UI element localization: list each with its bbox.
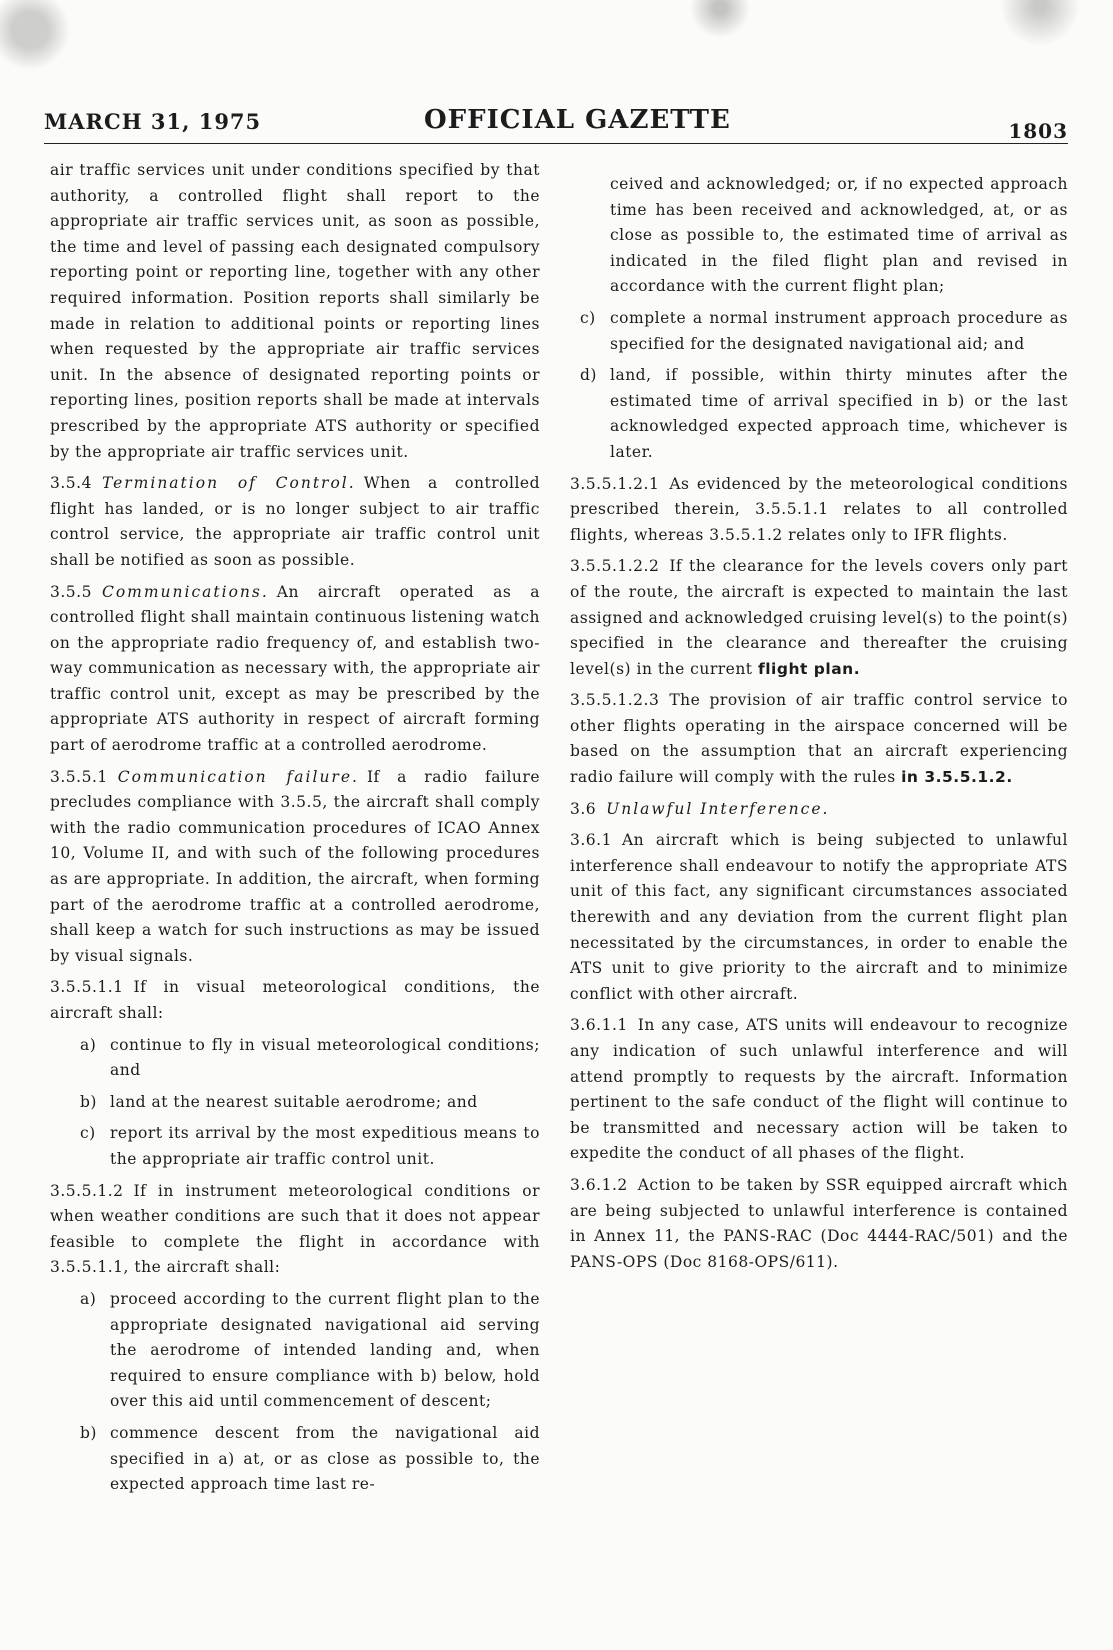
section-number: 3.6.1.1: [570, 1016, 628, 1035]
list-item-text: commence descent from the navigational aid specified in a) at, or as close as possible to, the expected approach time last re-: [110, 1423, 540, 1494]
list-item-label: c): [580, 308, 596, 327]
page-number: 1803: [1008, 119, 1068, 143]
list-item: [50, 1121, 540, 1172]
section-number: 3.5.4: [50, 474, 92, 493]
section-text: If a radio failure precludes compliance with 3.5.5, the aircraft shall comply with the radio communication procedures of ICAO Annex 10, Volume II, and with such of the following procedures as are appropriate. In addition, the aircraft, when forming part of the aerodrome traffic at a controlled aerodrome, shall keep a watch for such instructions as may be issued by visual signals.: [50, 767, 540, 965]
section-number: 3.5.5.1.2: [50, 1181, 124, 1200]
list-item: [570, 363, 1068, 465]
list-item-label: b): [80, 1423, 97, 1442]
right-column: [570, 172, 1068, 1281]
scan-noise: [0, 0, 1113, 90]
section-number: 3.6: [570, 799, 597, 818]
list-item: [50, 1287, 540, 1415]
section-text: If in visual meteorological conditions, the aircraft shall:: [50, 978, 540, 1022]
list-item: [50, 1421, 540, 1498]
section-number: 3.6.1: [570, 831, 612, 850]
section-3-6-1-1: [570, 1013, 1068, 1167]
list-item-text: continue to fly in visual meteorological conditions; and: [110, 1035, 540, 1080]
list-item-label: b): [80, 1092, 97, 1111]
section-title: Communication failure.: [117, 767, 359, 786]
list-item-label: a): [80, 1289, 97, 1308]
section-number: 3.5.5: [50, 582, 92, 601]
section-text-bold: flight plan.: [757, 659, 861, 678]
list-item-text: land, if possible, within thirty minutes after the estimated time of arrival specified in b) or the last acknowledged expected approach time, whichever is later.: [610, 366, 1068, 461]
list-item-text: proceed according to the current flight plan to the appropriate designated navigational aid serving the aerodrome of intended landing and, when required to ensure compliance with b) below, hold over this aid until commencement of descent;: [110, 1289, 540, 1411]
section-text: As evidenced by the meteorological conditions prescribed therein, 3.5.5.1.1 relates to all controlled flights, whereas 3.5.5.1.2 relates only to IFR flights.: [570, 474, 1068, 544]
section-3-5-5-1-2-3: [570, 688, 1068, 790]
section-3-5-5-1: [50, 765, 540, 970]
section-3-6-1: [570, 828, 1068, 1007]
list-item-label: a): [80, 1035, 97, 1054]
section-3-5-5-1-2: [50, 1179, 540, 1281]
section-3-5-5-1-1: [50, 975, 540, 1026]
section-number: 3.5.5.1.2.1: [570, 474, 660, 493]
section-text: An aircraft operated as a controlled flight shall maintain continuous listening watch on the appropriate radio frequency of, and establish two-way communication as necessary with, the appropriate air traffic control unit, except as may be prescribed by the appropriate ATS authority in respect of aircraft forming part of aerodrome traffic at a controlled aerodrome.: [50, 582, 540, 755]
section-3-5-5-1-2-1: [570, 472, 1068, 549]
section-number: 3.5.5.1.1: [50, 978, 124, 997]
list-item: [50, 1090, 540, 1116]
page-header: [44, 103, 1068, 144]
list-item: [50, 1033, 540, 1084]
section-title: Termination of Control.: [101, 474, 356, 493]
paragraph: air traffic services unit under conditions specified by that authority, a controlled flight shall report to the appropriate air traffic services unit, as soon as possible, the time and level of passing each designated compulsory reporting point or reporting line, together with any other required information. Position reports shall similarly be made in relation to additional points or reporting lines when requested by the appropriate air traffic services unit. In the absence of designated reporting points or reporting lines, position reports shall be made at intervals prescribed by the appropriate ATS authority or specified by the appropriate air traffic services unit.: [50, 161, 540, 461]
section-3-5-5: [50, 580, 540, 759]
section-3-6-1-2: [570, 1173, 1068, 1275]
section-number: 3.6.1.2: [570, 1175, 628, 1194]
section-text: The provision of air traffic control service to other flights operating in the airspace concerned will be based on the assumption that an aircraft experiencing radio failure will comply with the rules: [570, 691, 1068, 787]
section-number: 3.5.5.1: [50, 767, 108, 786]
section-text-bold: in 3.5.5.1.2.: [901, 768, 1013, 787]
list-item: [570, 306, 1068, 357]
section-text: An aircraft which is being subjected to unlawful interference shall endeavour to notify the appropriate ATS unit of this fact, any significant circumstances associated therewith and any deviation from the current flight plan necessitated by the circumstances, in order to enable the ATS unit to give priority to the aircraft and to minimize conflict with other aircraft.: [570, 831, 1068, 1003]
section-text: Action to be taken by SSR equipped aircraft which are being subjected to unlawful interference is contained in Annex 11, the PANS-RAC (Doc 4444-RAC/501) and the PANS-OPS (Doc 8168-OPS/611).: [570, 1175, 1068, 1271]
section-3-6: [570, 797, 1068, 823]
list-item-text: report its arrival by the most expeditious means to the appropriate air traffic control unit.: [110, 1124, 540, 1168]
list-item-text: complete a normal instrument approach procedure as specified for the designated navigational aid; and: [610, 308, 1068, 353]
issue-date: MARCH 31, 1975: [44, 109, 262, 134]
section-3-5-5-1-2-2: [570, 554, 1068, 682]
continued-list-text: ceived and acknowledged; or, if no expected approach time has been received and acknowledged, at, or as close as possible to, the estimated time of arrival as indicated in the filed flight plan and revised in accordance with the current flight plan;: [610, 175, 1068, 296]
list-item-text: land at the nearest suitable aerodrome; and: [110, 1092, 478, 1111]
section-text: If the clearance for the levels covers only part of the route, the aircraft is expected to maintain the last assigned and acknowledged cruising level(s) to the point(s) specified in the clearance and thereafter the cruising level(s) in the current: [570, 557, 1068, 678]
section-text: In any case, ATS units will endeavour to recognize any indication of such unlawful interference and will attend promptly to requests by the aircraft. Information pertinent to the safe conduct of the flight will continue to be transmitted and necessary action will be taken to expedite the conduct of all phases of the flight.: [570, 1016, 1068, 1163]
section-3-5-4: [50, 471, 540, 573]
section-number: 3.5.5.1.2.3: [570, 691, 660, 710]
list-item-label: c): [80, 1124, 96, 1143]
section-text: If in instrument meteorological conditions or when weather conditions are such that it does not appear feasible to complete the flight in accordance with 3.5.5.1.1, the aircraft shall:: [50, 1181, 540, 1277]
section-number: 3.5.5.1.2.2: [570, 557, 660, 576]
list-item-label: d): [580, 366, 597, 385]
left-column: [50, 158, 540, 1504]
section-title: Communications.: [101, 582, 269, 601]
publication-title: OFFICIAL GAZETTE: [424, 105, 731, 135]
section-title: Unlawful Interference.: [606, 799, 830, 818]
section-text: When a controlled flight has landed, or is no longer subject to air traffic control service, the appropriate air traffic control unit shall be notified as soon as possible.: [50, 474, 540, 569]
